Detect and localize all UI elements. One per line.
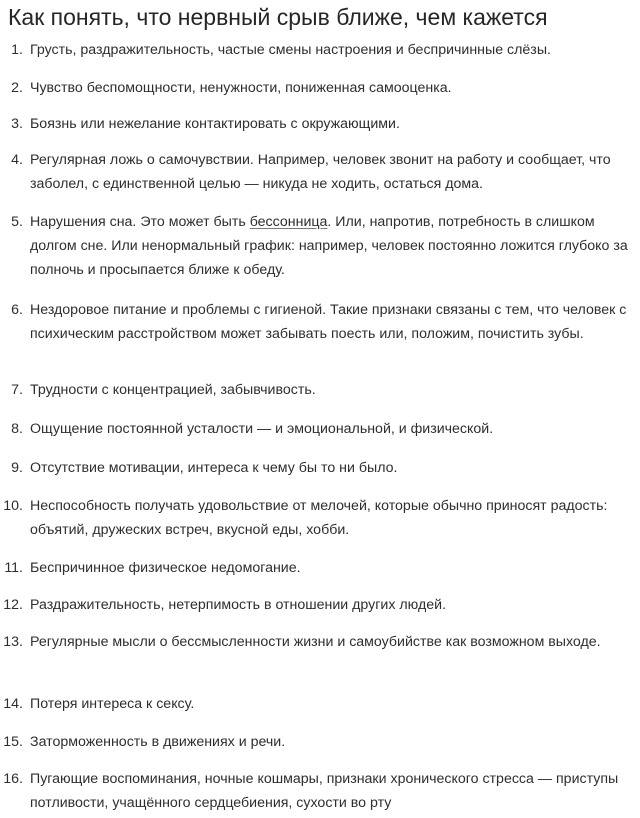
list-item	[0, 148, 632, 196]
list-item-number: 15.	[3, 734, 23, 750]
list-item-text-after: . Или, напротив, потребность в слишком долгом сне. Или ненормальный график: например, человек постоянно ложится глубоко за полночь и просыпается ближе к обеду.	[30, 214, 628, 278]
list-item-text: Боязнь или нежелание контактировать с окружающими.	[30, 116, 400, 132]
list-item-text: Ощущение постоянной усталости — и эмоциональной, и физической.	[30, 421, 494, 437]
list-item-number: 13.	[3, 634, 23, 650]
list-item-text: Раздражительность, нетерпимость в отношении других людей.	[30, 597, 447, 613]
list-item-number: 11.	[4, 560, 23, 576]
list-item-number: 7.	[11, 382, 23, 398]
list-item-text: Нездоровое питание и проблемы с гигиеной. Такие признаки связаны с тем, что человек с психическим расстройством может забывать поесть или, положим, почистить зубы.	[30, 302, 627, 342]
list-item-number: 8.	[11, 421, 23, 437]
list-item-number: 4.	[11, 152, 23, 168]
list-item	[0, 630, 632, 654]
list-item	[0, 112, 632, 136]
list-item	[0, 76, 632, 100]
list-item-text: Беспричинное физическое недомогание.	[30, 560, 301, 576]
list-item-text: Трудности с концентрацией, забывчивость.	[30, 382, 316, 398]
list-item-text: Неспособность получать удовольствие от мелочей, которые обычно приносят радость: объятий, дружеских встреч, вкусной еды, хобби.	[30, 498, 608, 538]
insomnia-link[interactable]: бессонница	[249, 214, 328, 230]
list-item-text: Пугающие воспоминания, ночные кошмары, признаки хронического стресса — приступы потливости, учащённого сердцебиения, сухости во рту	[30, 771, 619, 811]
list-item-number: 12.	[3, 597, 23, 613]
list-item	[0, 210, 632, 282]
list-item	[0, 730, 632, 754]
article-title: Как понять, что нервный срыв ближе, чем кажется	[8, 4, 548, 30]
list-item-number: 6.	[11, 302, 23, 318]
list-item-text: Регулярные мысли о бессмысленности жизни и самоубийстве как возможном выходе.	[30, 634, 601, 650]
list-item	[0, 692, 632, 716]
list-item-text	[30, 210, 632, 282]
list-item-number: 2.	[11, 80, 23, 96]
list-item	[0, 556, 632, 580]
list-item-number: 16.	[3, 771, 23, 787]
list-item-number: 5.	[11, 214, 23, 230]
list-item-text: Чувство беспомощности, ненужности, пониженная самооценка.	[30, 80, 452, 96]
list-item	[0, 378, 632, 402]
list-item-text: Отсутствие мотивации, интереса к чему бы то ни было.	[30, 460, 398, 476]
list-item-number: 9.	[11, 460, 23, 476]
list-item	[0, 456, 632, 480]
list-item-text-before: Нарушения сна. Это может быть	[30, 214, 250, 230]
list-item	[0, 298, 632, 346]
list-item-number: 10.	[3, 498, 23, 514]
list-item-number: 1.	[11, 42, 23, 58]
list-item	[0, 417, 632, 441]
list-item-text: Заторможенность в движениях и речи.	[30, 734, 286, 750]
list-item-number: 3.	[11, 116, 23, 132]
list-item	[0, 494, 632, 542]
list-item-text: Грусть, раздражительность, частые смены настроения и беспричинные слёзы.	[30, 42, 551, 58]
list-item-text: Потеря интереса к сексу.	[30, 696, 195, 712]
list-item-number: 14.	[3, 696, 23, 712]
list-item	[0, 38, 632, 62]
list-item	[0, 767, 632, 815]
list-item	[0, 593, 632, 617]
list-item-text: Регулярная ложь о самочувствии. Например, человек звонит на работу и сообщает, что заболел, с единственной целью — никуда не ходить, остаться дома.	[30, 152, 611, 192]
